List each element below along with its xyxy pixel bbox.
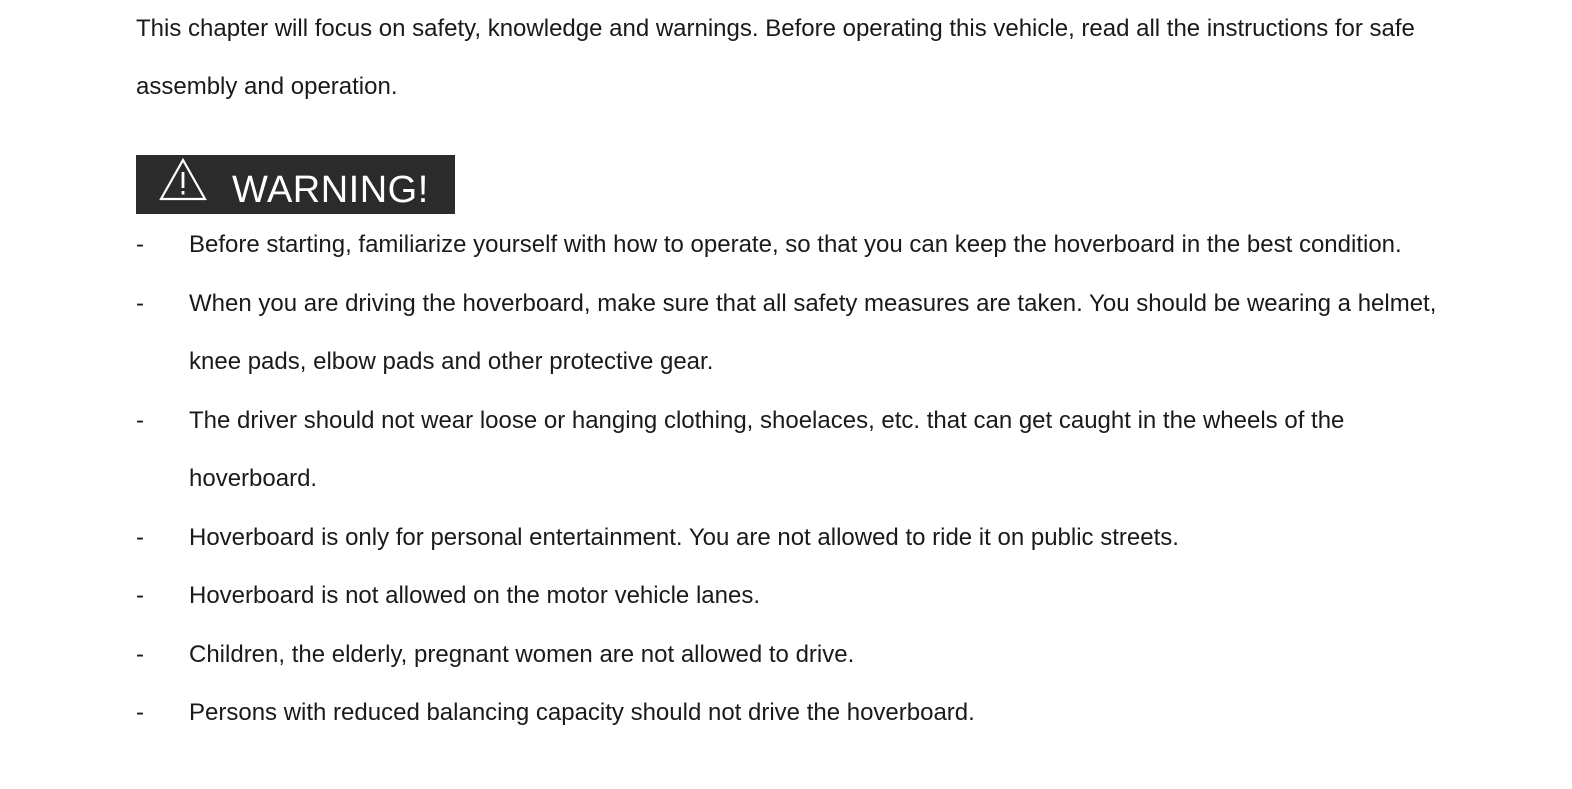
warning-item-text: Before starting, familiarize yourself with how to operate, so that you can keep the hoverboard in the best condition.	[189, 231, 1402, 258]
warning-title: WARNING!	[232, 169, 429, 211]
warning-triangle-icon	[158, 158, 208, 202]
warning-banner	[136, 155, 455, 214]
warning-item	[136, 275, 1456, 392]
bullet-dash: -	[136, 640, 144, 668]
warning-item-text: The driver should not wear loose or hanging clothing, shoelaces, etc. that can get caught in the wheels of the hoverboard.	[189, 406, 1345, 492]
bullet-dash: -	[136, 582, 144, 609]
warning-list	[136, 216, 1456, 743]
warning-item	[136, 684, 1456, 743]
warning-item-text: Hoverboard is not allowed on the motor vehicle lanes.	[189, 582, 760, 609]
warning-item-text: Children, the elderly, pregnant women are not allowed to drive.	[189, 640, 855, 668]
bullet-dash: -	[136, 406, 144, 434]
bullet-dash: -	[136, 289, 144, 317]
warning-item	[136, 509, 1456, 568]
warning-item-text: When you are driving the hoverboard, make sure that all safety measures are taken. You should be wearing a helmet, knee pads, elbow pads and other protective gear.	[189, 289, 1437, 375]
warning-item-text: Hoverboard is only for personal entertainment. You are not allowed to ride it on public streets.	[189, 523, 1179, 551]
warning-item	[136, 392, 1456, 509]
warning-item	[136, 216, 1456, 275]
warning-item-text: Persons with reduced balancing capacity should not drive the hoverboard.	[189, 699, 975, 726]
intro-paragraph: This chapter will focus on safety, knowledge and warnings. Before operating this vehicle, read all the instructions for safe assembly and operation.	[136, 15, 1415, 100]
bullet-dash: -	[136, 231, 144, 258]
warning-item	[136, 567, 1456, 626]
bullet-dash: -	[136, 699, 144, 726]
bullet-dash: -	[136, 523, 144, 551]
warning-item	[136, 626, 1456, 685]
